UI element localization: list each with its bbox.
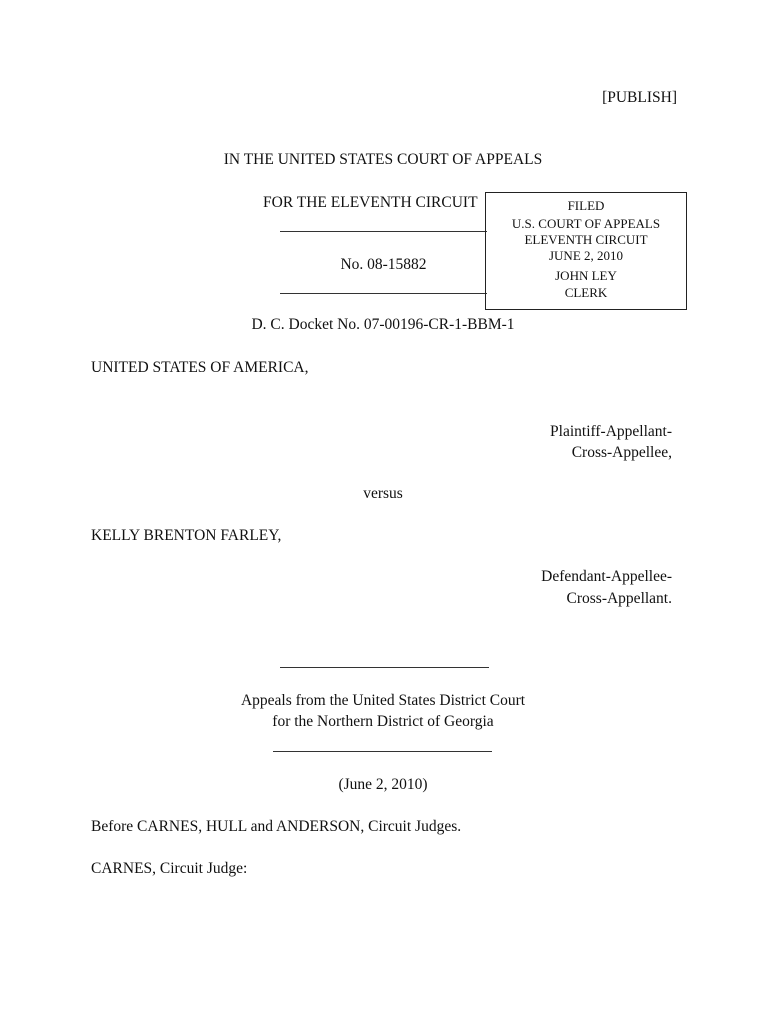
defendant-role: Defendant-Appellee- bbox=[541, 568, 672, 585]
appeal-district: for the Northern District of Georgia bbox=[272, 713, 494, 730]
filed-stamp-line: CLERK bbox=[564, 285, 608, 300]
filed-stamp-line: ELEVENTH CIRCUIT bbox=[524, 232, 648, 247]
divider-rule bbox=[280, 231, 487, 232]
court-title: IN THE UNITED STATES COURT OF APPEALS bbox=[223, 151, 543, 168]
docket-number: D. C. Docket No. 07-00196-CR-1-BBM-1 bbox=[251, 316, 515, 333]
divider-rule bbox=[280, 293, 487, 294]
defendant-role: Cross-Appellant. bbox=[566, 590, 672, 607]
publish-tag: [PUBLISH] bbox=[602, 89, 677, 106]
plaintiff-role: Plaintiff-Appellant- bbox=[550, 423, 672, 440]
filed-stamp-date: JUNE 2, 2010 bbox=[548, 248, 624, 263]
divider-rule bbox=[280, 667, 489, 668]
versus-label: versus bbox=[363, 485, 403, 502]
plaintiff-role: Cross-Appellee, bbox=[571, 444, 672, 461]
decision-date: (June 2, 2010) bbox=[338, 776, 428, 793]
case-number: No. 08-15882 bbox=[340, 256, 427, 273]
filed-stamp-line: FILED bbox=[567, 198, 605, 213]
appeal-origin: Appeals from the United States District Court bbox=[240, 692, 526, 709]
plaintiff-name: UNITED STATES OF AMERICA, bbox=[91, 359, 309, 376]
circuit-title: FOR THE ELEVENTH CIRCUIT bbox=[263, 194, 478, 211]
opinion-author: CARNES, Circuit Judge: bbox=[91, 860, 248, 877]
panel-line: Before CARNES, HULL and ANDERSON, Circuit Judges. bbox=[91, 818, 462, 835]
filed-stamp bbox=[485, 192, 687, 310]
defendant-name: KELLY BRENTON FARLEY, bbox=[91, 527, 282, 544]
filed-stamp-line: JOHN LEY bbox=[555, 268, 617, 283]
filed-stamp-line: U.S. COURT OF APPEALS bbox=[511, 216, 661, 231]
divider-rule bbox=[273, 751, 492, 752]
